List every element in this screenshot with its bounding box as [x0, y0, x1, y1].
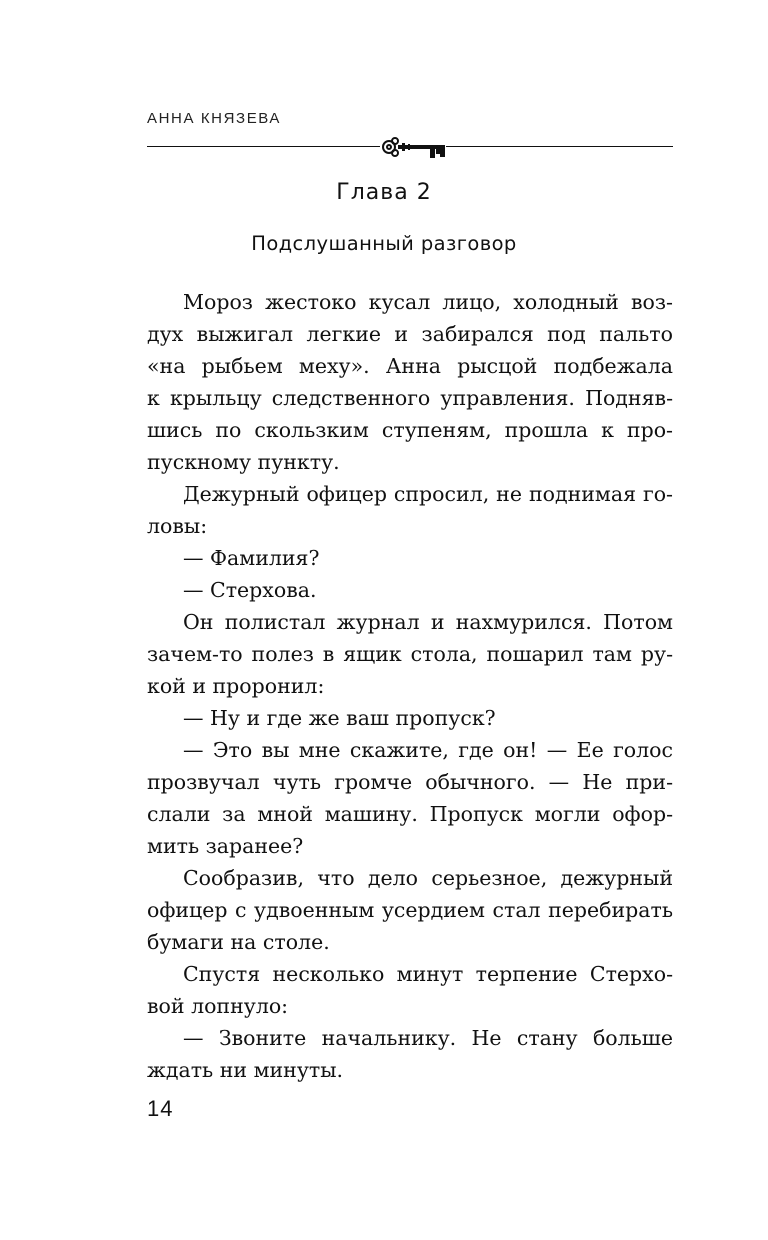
chapter-subtitle: Подслушанный разговор	[251, 232, 517, 255]
key-icon	[380, 134, 446, 160]
text-line: Спустя несколько минут терпение Стерхо-	[183, 962, 673, 986]
text-line: шись по скользким ступеням, прошла к про-	[147, 418, 673, 442]
chapter-title: Глава 2	[336, 180, 432, 205]
text-line: — Ну и где же ваш пропуск?	[183, 706, 496, 730]
text-line: к крыльцу следственного управления. Подняв-	[147, 386, 673, 410]
text-line: мить заранее?	[147, 834, 304, 858]
page-number: 14	[147, 1096, 174, 1121]
paragraph	[147, 702, 673, 734]
paragraph	[147, 958, 673, 1022]
text-line: Сообразив, что дело серьезное, дежурный	[183, 866, 673, 890]
text-line: Он полистал журнал и нахмурился. Потом	[183, 610, 673, 634]
text-line: зачем-то полез в ящик стола, пошарил там ру-	[147, 642, 673, 666]
text-line: офицер с удвоенным усердием стал перебирать	[147, 898, 673, 922]
paragraph	[147, 574, 673, 606]
paragraph	[147, 286, 673, 478]
text-line: вой лопнуло:	[147, 994, 289, 1018]
text-line: «на рыбьем меху». Анна рысцой подбежала	[147, 354, 673, 378]
text-line: Дежурный офицер спросил, не поднимая го-	[183, 482, 673, 506]
paragraph	[147, 734, 673, 862]
text-line: Мороз жестоко кусал лицо, холодный воз-	[183, 290, 673, 314]
paragraph	[147, 606, 673, 702]
text-line: — Звоните начальнику. Не стану больше	[183, 1026, 673, 1050]
paragraph	[147, 1022, 673, 1086]
paragraph	[147, 542, 673, 574]
text-line: ждать ни минуты.	[147, 1058, 344, 1082]
text-line: — Стерхова.	[183, 578, 317, 602]
text-line: прозвучал чуть громче обычного. — Не при-	[147, 770, 673, 794]
text-line: ловы:	[147, 514, 208, 538]
text-line: — Фамилия?	[183, 546, 320, 570]
text-line: — Это вы мне скажите, где он! — Ее голос	[183, 738, 673, 762]
text-line: пускному пункту.	[147, 450, 340, 474]
text-line: слали за мной машину. Пропуск могли офор-	[147, 802, 673, 826]
text-line: дух выжигал легкие и забирался под пальто	[147, 322, 673, 346]
text-line: кой и проронил:	[147, 674, 325, 698]
chapter-body	[147, 286, 673, 1086]
paragraph	[147, 862, 673, 958]
running-header-author: АННА КНЯЗЕВА	[147, 110, 282, 127]
text-line: бумаги на столе.	[147, 930, 330, 954]
paragraph	[147, 478, 673, 542]
